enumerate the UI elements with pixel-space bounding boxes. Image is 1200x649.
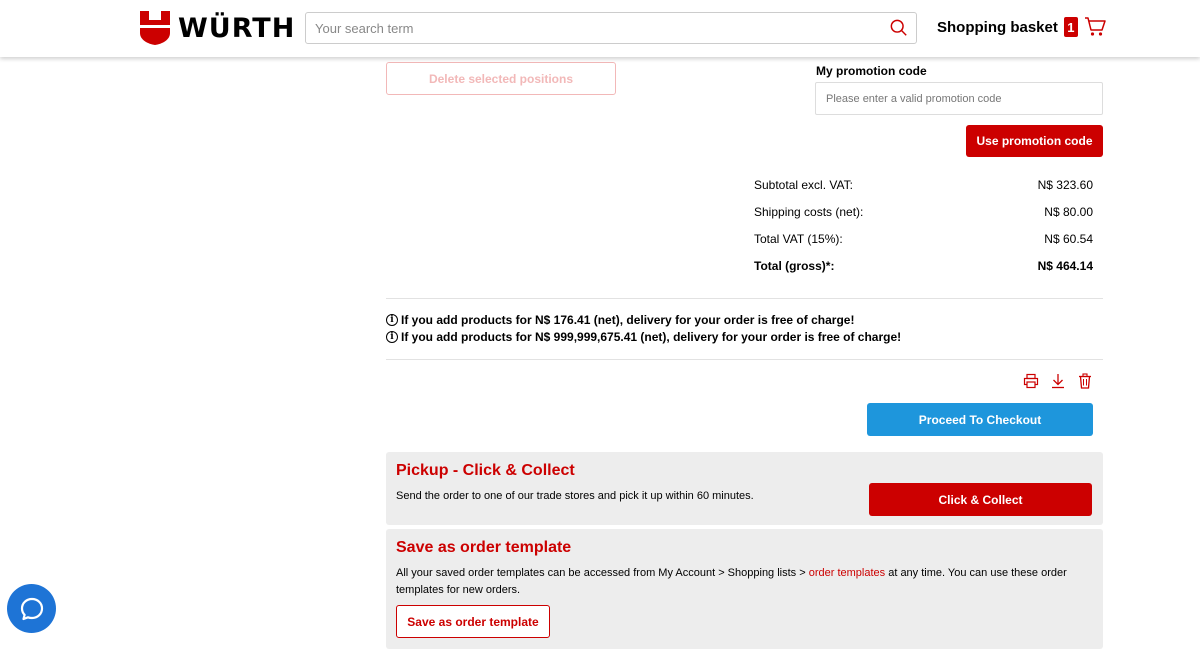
subtotal-value: N$ 323.60 <box>1037 178 1093 192</box>
basket-label: Shopping basket <box>937 18 1058 36</box>
print-icon[interactable] <box>1023 373 1039 389</box>
vat-label: Total VAT (15%): <box>754 232 843 246</box>
free-delivery-notice <box>386 330 901 344</box>
subtotal-row <box>754 178 1093 192</box>
promotion-code-input[interactable] <box>815 82 1103 115</box>
total-row <box>754 259 1093 273</box>
shipping-row <box>754 205 1093 219</box>
order-template-text-end: at any time. You can use these order templates for new orders. <box>396 567 1067 596</box>
click-and-collect-button[interactable]: Click & Collect <box>869 483 1092 516</box>
info-icon: i <box>386 331 398 343</box>
search-input[interactable] <box>306 13 866 43</box>
search-box <box>305 12 917 44</box>
proceed-to-checkout-button[interactable]: Proceed To Checkout <box>867 403 1093 436</box>
notice-text: If you add products for N$ 176.41 (net), delivery for your order is free of charge! <box>401 313 855 327</box>
delete-selected-button[interactable]: Delete selected positions <box>386 62 616 95</box>
use-promotion-button[interactable]: Use promotion code <box>966 125 1103 157</box>
basket-count-badge: 1 <box>1064 17 1078 37</box>
notice-text: If you add products for N$ 999,999,675.41 (net), delivery for your order is free of charge! <box>401 330 902 344</box>
total-label: Total (gross)*: <box>754 259 835 273</box>
trash-icon[interactable] <box>1077 373 1093 389</box>
site-header <box>0 0 1200 57</box>
promotion-title: My promotion code <box>816 64 927 78</box>
vat-row <box>754 232 1093 246</box>
shipping-label: Shipping costs (net): <box>754 205 864 219</box>
chat-icon <box>19 596 45 622</box>
order-template-description <box>396 565 1096 599</box>
pickup-title: Pickup - Click & Collect <box>396 462 575 479</box>
order-templates-link[interactable]: order templates <box>808 567 886 579</box>
logo-text: WÜRTH <box>178 12 296 44</box>
wurth-logo-icon <box>140 11 170 45</box>
order-template-title: Save as order template <box>396 539 572 556</box>
divider <box>386 359 1103 360</box>
search-icon[interactable] <box>890 19 908 37</box>
shipping-value: N$ 80.00 <box>1044 205 1093 219</box>
download-icon[interactable] <box>1050 373 1066 389</box>
pickup-description: Send the order to one of our trade stores and pick it up within 60 minutes. <box>396 490 754 502</box>
vat-value: N$ 60.54 <box>1044 232 1093 246</box>
chat-button[interactable] <box>7 584 56 633</box>
shopping-basket-link[interactable] <box>937 17 1106 37</box>
pickup-panel <box>386 452 1103 525</box>
total-value: N$ 464.14 <box>1037 259 1093 273</box>
subtotal-label: Subtotal excl. VAT: <box>754 178 853 192</box>
free-delivery-notice <box>386 313 854 327</box>
divider <box>386 298 1103 299</box>
cart-icon <box>1084 17 1106 37</box>
order-template-panel <box>386 529 1103 649</box>
order-template-text-start: All your saved order templates can be accessed from My Account > Shopping lists > <box>396 567 809 579</box>
wurth-logo[interactable] <box>140 11 295 45</box>
info-icon: i <box>386 314 398 326</box>
save-as-order-template-button[interactable]: Save as order template <box>396 605 550 638</box>
